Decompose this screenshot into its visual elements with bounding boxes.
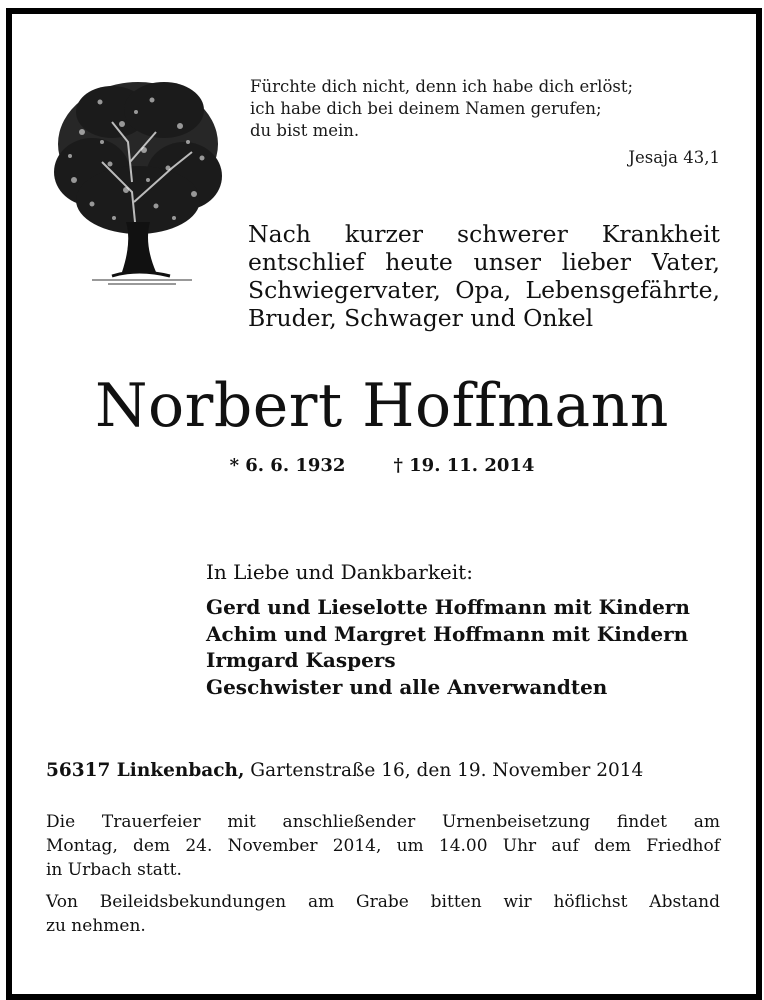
intro-line: entschlief heute unser lieber Vater, [248,248,720,276]
address-date: Gartenstraße 16, den 19. November 2014 [250,760,644,781]
bible-verse [250,76,633,142]
mourner-name: Irmgard Kaspers [206,648,396,672]
life-dates [0,455,764,476]
funeral-line: Die Trauerfeier mit anschließender Urnenbeisetzung findet am [46,812,720,832]
mourner-name: Gerd und Lieselotte Hoffmann mit Kindern [206,595,690,619]
tree-icon [52,72,224,288]
place-and-date [46,760,643,781]
funeral-line: Montag, dem 24. November 2014, um 14.00 Uhr auf dem Friedhof [46,836,720,856]
verse-line: ich habe dich bei deinem Namen gerufen; [250,99,602,118]
dedication-line: In Liebe und Dankbarkeit: [206,560,473,584]
condolence-line: Von Beileidsbekundungen am Grabe bitten wir höflichst Abstand [46,892,720,912]
deceased-name: Norbert Hoffmann [95,371,669,441]
mourner-name: Achim und Margret Hoffmann mit Kindern [206,621,689,646]
birth-date: * 6. 6. 1932 [229,455,346,476]
intro-text [248,220,720,332]
mourner-name: Geschwister und alle Anverwandten [206,674,608,699]
mourners-list [206,594,690,700]
death-date: † 19. 11. 2014 [393,455,535,476]
town: 56317 Linkenbach, [46,760,245,781]
verse-line: Fürchte dich nicht, denn ich habe dich erlöst; [250,77,634,96]
intro-line: Bruder, Schwager und Onkel [248,304,594,332]
intro-line: Nach kurzer schwerer Krankheit [248,220,720,248]
verse-reference: Jesaja 43,1 [628,148,720,167]
condolence-notice [46,890,720,938]
intro-line: Schwiegervater, Opa, Lebensgefährte, [248,276,720,304]
funeral-line: in Urbach statt. [46,860,182,880]
verse-line: du bist mein. [250,121,360,140]
funeral-notice [46,810,720,882]
condolence-line: zu nehmen. [46,916,146,936]
